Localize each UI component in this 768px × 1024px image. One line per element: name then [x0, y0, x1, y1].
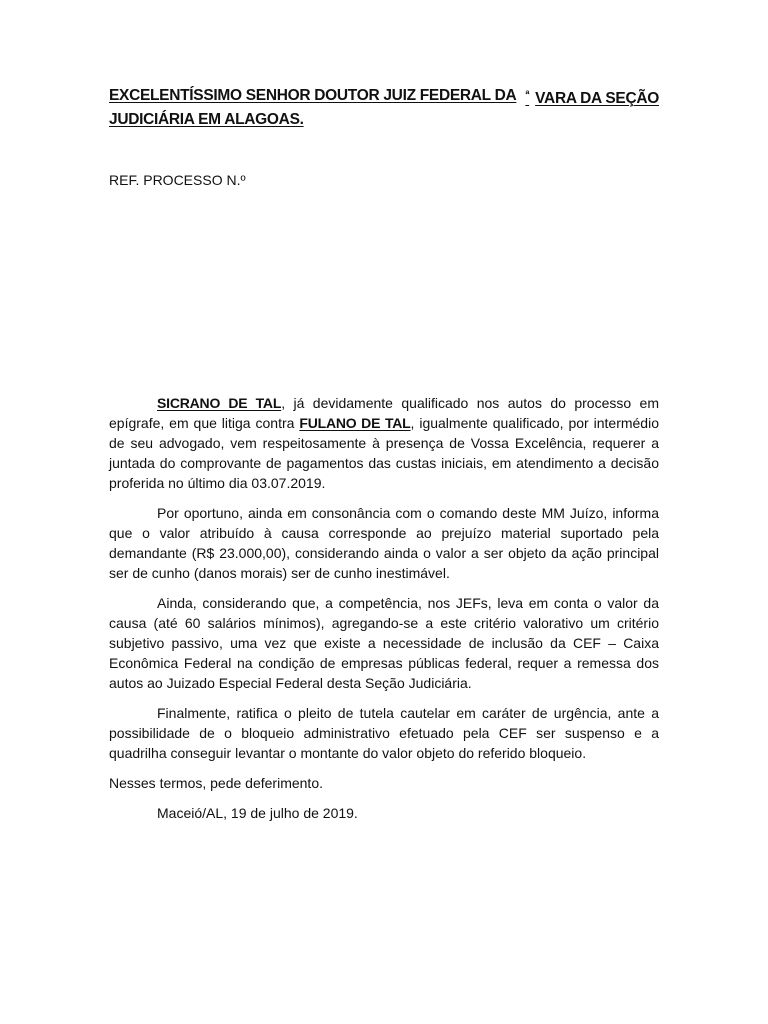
header-line-2: JUDICIÁRIA EM ALAGOAS.	[109, 111, 304, 128]
document-header	[109, 85, 659, 130]
header-court-label: VARA DA SEÇÃO	[535, 90, 659, 107]
process-reference: REF. PROCESSO N.º	[109, 172, 246, 188]
place-date: Maceió/AL, 19 de julho de 2019.	[157, 805, 358, 821]
paragraph-1	[109, 393, 659, 493]
paragraph-1-text-1: , já devidamente qualificado nos autos do processo em epígrafe, em que litiga contra	[109, 395, 659, 431]
paragraph-2: Por oportuno, ainda em consonância com o comando deste MM Juízo, informa que o valor atribuído à causa corresponde ao prejuízo material suportado pela demandante (R$ 23.000,00), considerando ainda o valor a ser objeto da ação principal ser de cunho (danos morais) ser de cunho inestimável.	[109, 505, 659, 581]
document-body	[109, 393, 659, 833]
party-2-name: FULANO DE TAL	[299, 415, 411, 431]
party-1-name: SICRANO DE TAL	[157, 395, 282, 411]
header-line-1	[109, 85, 659, 109]
header-court	[525, 85, 659, 109]
header-addressee: EXCELENTÍSSIMO SENHOR DOUTOR JUIZ FEDERAL DA	[109, 87, 517, 104]
closing-text: Nesses termos, pede deferimento.	[109, 775, 323, 791]
paragraph-4: Finalmente, ratifica o pleito de tutela cautelar em caráter de urgência, ante a possibilidade de o bloqueio administrativo efetuado pela CEF ser suspenso e a quadrilha conseguir levantar o montante do valor objeto do referido bloqueio.	[109, 705, 659, 761]
paragraph-3: Ainda, considerando que, a competência, nos JEFs, leva em conta o valor da causa (até 60 salários mínimos), agregando-se a este critério valorativo um critério subjetivo passivo, uma vez que existe a necessidade de inclusão da CEF – Caixa Econômica Federal na condição de empresas públicas federal, requer a remessa dos autos ao Juizado Especial Federal desta Seção Judiciária.	[109, 595, 659, 691]
header-ordinal: ª	[525, 89, 530, 101]
paragraph-1-text-2: , igualmente qualificado, por intermédio de seu advogado, vem respeitosamente à presença de Vossa Excelência, requerer a juntada do comprovante de pagamentos das custas iniciais, em atendimento a decisão proferida no último dia 03.07.2019.	[109, 415, 659, 491]
